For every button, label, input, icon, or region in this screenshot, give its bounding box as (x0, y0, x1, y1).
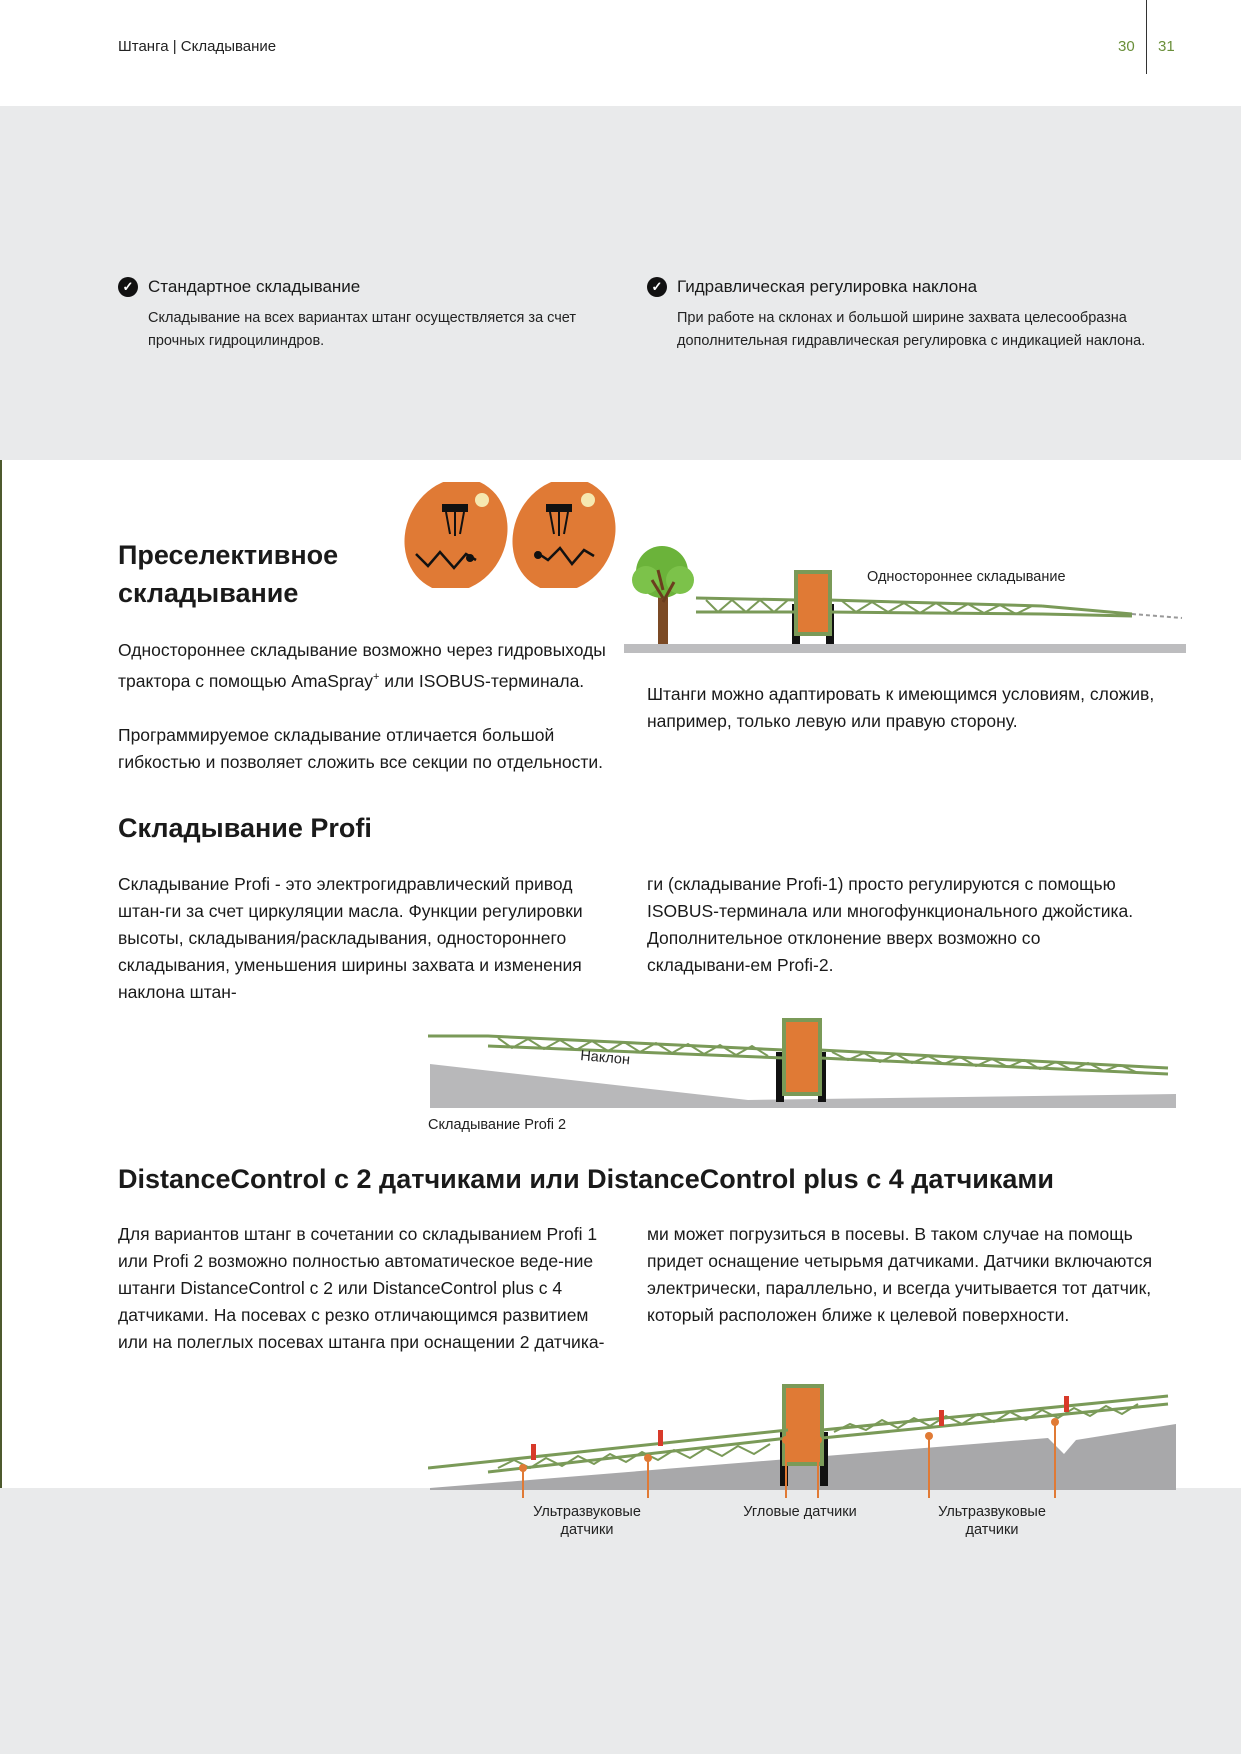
feature-title: Стандартное складывание (148, 277, 361, 296)
label-line: Ультразвуковые (533, 1504, 641, 1520)
distance-heading: DistanceControl с 2 датчиками или DistanceControl plus с 4 датчиками (118, 1164, 1054, 1194)
angle-sensors-label: Угловые датчики (743, 1504, 857, 1520)
tree-icon (632, 546, 694, 644)
preselect-heading (118, 536, 338, 612)
distance-control-figure (428, 1380, 1178, 1500)
superscript: + (373, 671, 380, 683)
one-side-fold-badge-icon (400, 482, 526, 588)
ultrasonic-sensor-icon (531, 1444, 536, 1460)
page-edge-line (0, 460, 2, 1488)
text-segment: Одностороннее складывание возможно через гидровыходы трактора с помощью AmaSpray (118, 640, 606, 691)
feature-body: При работе на склонах и большой ширине захвата целесообразна дополнительная гидравлическая регулировка с индикацией наклона. (677, 310, 1146, 349)
profi-heading: Складывание Profi (118, 813, 372, 843)
sprayer-icon (792, 572, 834, 644)
check-icon: ✓ (118, 277, 138, 297)
ultrasonic-sensor-icon (1064, 1396, 1069, 1412)
heading-line: Преселективное (118, 540, 339, 570)
ultrasonic-sensors-label-right (922, 1503, 1062, 1539)
profi-tilt-figure (428, 1012, 1178, 1112)
page-divider (1146, 0, 1147, 74)
feature-hydraulic-tilt (647, 277, 1147, 353)
page-number-right: 31 (1158, 38, 1175, 55)
distance-left-text: Для вариантов штанг в сочетании со складыванием Profi 1 или Profi 2 возможно полностью автоматическое веде-ние штанги DistanceControl с 2 или DistanceControl plus с 4 датчиками. На посевах с резко отличающимся развитием или на полеглых посевах штанга при оснащении 2 датчика- (118, 1224, 605, 1352)
preselect-paragraph-1 (118, 637, 618, 695)
feature-body: Складывание на всех вариантах штанг осуществляется за счет прочных гидроцилиндров. (148, 310, 577, 349)
check-icon: ✓ (647, 277, 667, 297)
profi-right-text: ги (складывание Profi-1) просто регулируются с помощью ISOBUS-терминала или многофункционального джойстика. Дополнительное отклонение вверх возможно со складывани-ем Profi-2. (647, 874, 1134, 975)
heading-line: складывание (118, 578, 299, 608)
ultrasonic-sensors-label-left (517, 1503, 657, 1539)
sprayer-icon (776, 1020, 826, 1102)
text-segment: или ISOBUS-терминала. (379, 670, 585, 691)
figure-label: Одностороннее складывание (867, 569, 1066, 585)
ultrasonic-sensor-icon (939, 1410, 944, 1426)
profi-left-text: Складывание Profi - это электрогидравлический привод штан-ги за счет циркуляции масла. Функции регулировки высоты, складывания/раскладывания, одностороннего складывания, уменьшения ширины захвата и изменения наклона штан- (118, 874, 583, 1002)
figure-caption: Складывание Profi 2 (428, 1117, 567, 1133)
page-number-left: 30 (1118, 38, 1135, 55)
running-header: Штанга | Складывание (118, 38, 277, 55)
programmable-fold-badge-icon (494, 482, 620, 588)
preselect-paragraph-2: Программируемое складывание отличается большой гибкостью и позволяет сложить все секции по отдельности. (118, 724, 604, 772)
label-line: Ультразвуковые (938, 1504, 1046, 1520)
preselect-text (118, 637, 618, 803)
label-line: датчики (965, 1522, 1019, 1538)
feature-title: Гидравлическая регулировка наклона (677, 277, 978, 296)
slope-label: Наклон (579, 1048, 631, 1069)
folding-badges-icon (400, 482, 620, 588)
ultrasonic-sensor-icon (658, 1430, 663, 1446)
preselect-right-text: Штанги можно адаптировать к имеющимся условиям, сложив, например, только левую или правую сторону. (647, 684, 1155, 731)
distance-right-text: ми может погрузиться в посевы. В таком случае на помощь придет оснащение четырьмя датчиками. Датчики включаются электрически, параллельно, и всегда учитывается тот датчик, который расположен ближе к целевой поверхности. (647, 1224, 1153, 1325)
one-side-folding-figure (622, 532, 1188, 656)
label-line: датчики (560, 1522, 614, 1538)
feature-standard-folding (118, 277, 618, 353)
